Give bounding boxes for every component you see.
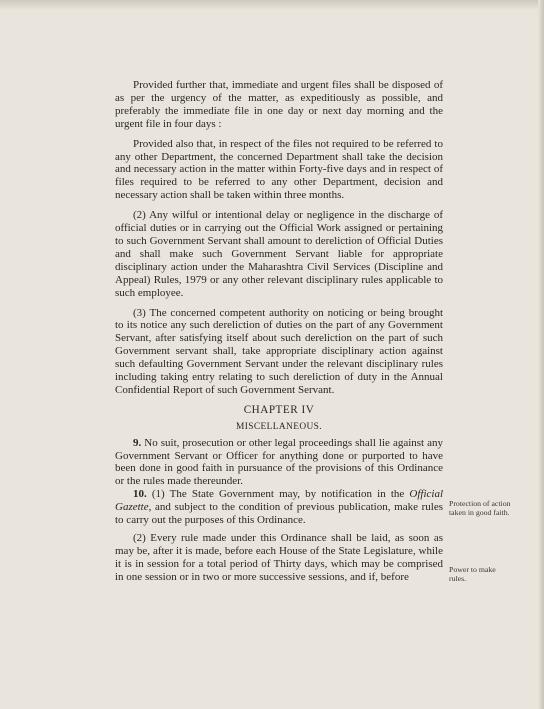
proviso-other-department: Provided also that, in respect of the files not required to be referred to any other Department, the concerned Department shall take the decision and necessary action in the matter within Forty-five days and in respect of files required to be referred to any other Department, decision and necessary action shall be taken within three months. [115, 137, 443, 202]
section-10 [115, 488, 443, 527]
chapter-heading: CHAPTER IV [243, 403, 315, 416]
section-9 [115, 437, 443, 489]
ordinance-text [115, 79, 443, 584]
page-shadow-right [538, 0, 544, 709]
section-10-text-c: , and subject to the condition of previous publication, make rules to carry out the purposes of this Ordinance. [115, 501, 443, 527]
page-shadow-top [0, 0, 544, 10]
chapter-subheading: MISCELLANEOUS. [235, 421, 323, 432]
proviso-urgent-files: Provided further that, immediate and urgent files shall be disposed of as per the urgency of the matter, as expeditiously as possible, and preferably the immediate file in one day or next day morning and the urgent file in four days : [115, 79, 443, 130]
official-gazette: Official Gazette [115, 488, 443, 514]
section-10-text-a: (1) The State Government may, by notification in the [151, 488, 405, 501]
section-9-text: No suit, prosecution or other legal proceedings shall lie against any Government Servant or Officer for anything done or purported to have been done in good faith in pursuance of the provisions of this Ordinance or the rules made thereunder. [115, 436, 444, 488]
subsection-3: (3) The concerned competent authority on noticing or being brought to its notice any such dereliction of duties on the part of any Government Servant, after satisfying itself about such dereliction on the part of such Government servant shall, take appropriate disciplinary action against such defaulting Government Servant under the relevant disciplinary rules including taking entry relating to such dereliction of duty in the Annual Confidential Report of such Government Servant. [115, 306, 443, 396]
section-10-number: 10. [133, 488, 147, 501]
subsection-2: (2) Any wilful or intentional delay or negligence in the discharge of official duties or in carrying out the Official Work assigned or pertaining to such Government Servant shall amount to dereliction of Official Duties and shall make such Government Servant liable for appropriate disciplinary action under the Maharashtra Civil Services (Discipline and Appeal) Rules, 1979 or any other relevant disciplinary rules applicable to such employee. [115, 209, 443, 299]
section-9-number: 9. [133, 436, 142, 449]
margin-note-section-9: Protection of action taken in good faith. [449, 499, 511, 517]
section-10-subsection-2: (2) Every rule made under this Ordinance shall be laid, as soon as may be, after it is made, before each House of the State Legislature, while it is in session for a total period of Thirty days, which may be comprised in one session or in two or more successive sessions, and if, before [115, 532, 443, 583]
margin-note-section-10: Power to make rules. [449, 565, 496, 583]
